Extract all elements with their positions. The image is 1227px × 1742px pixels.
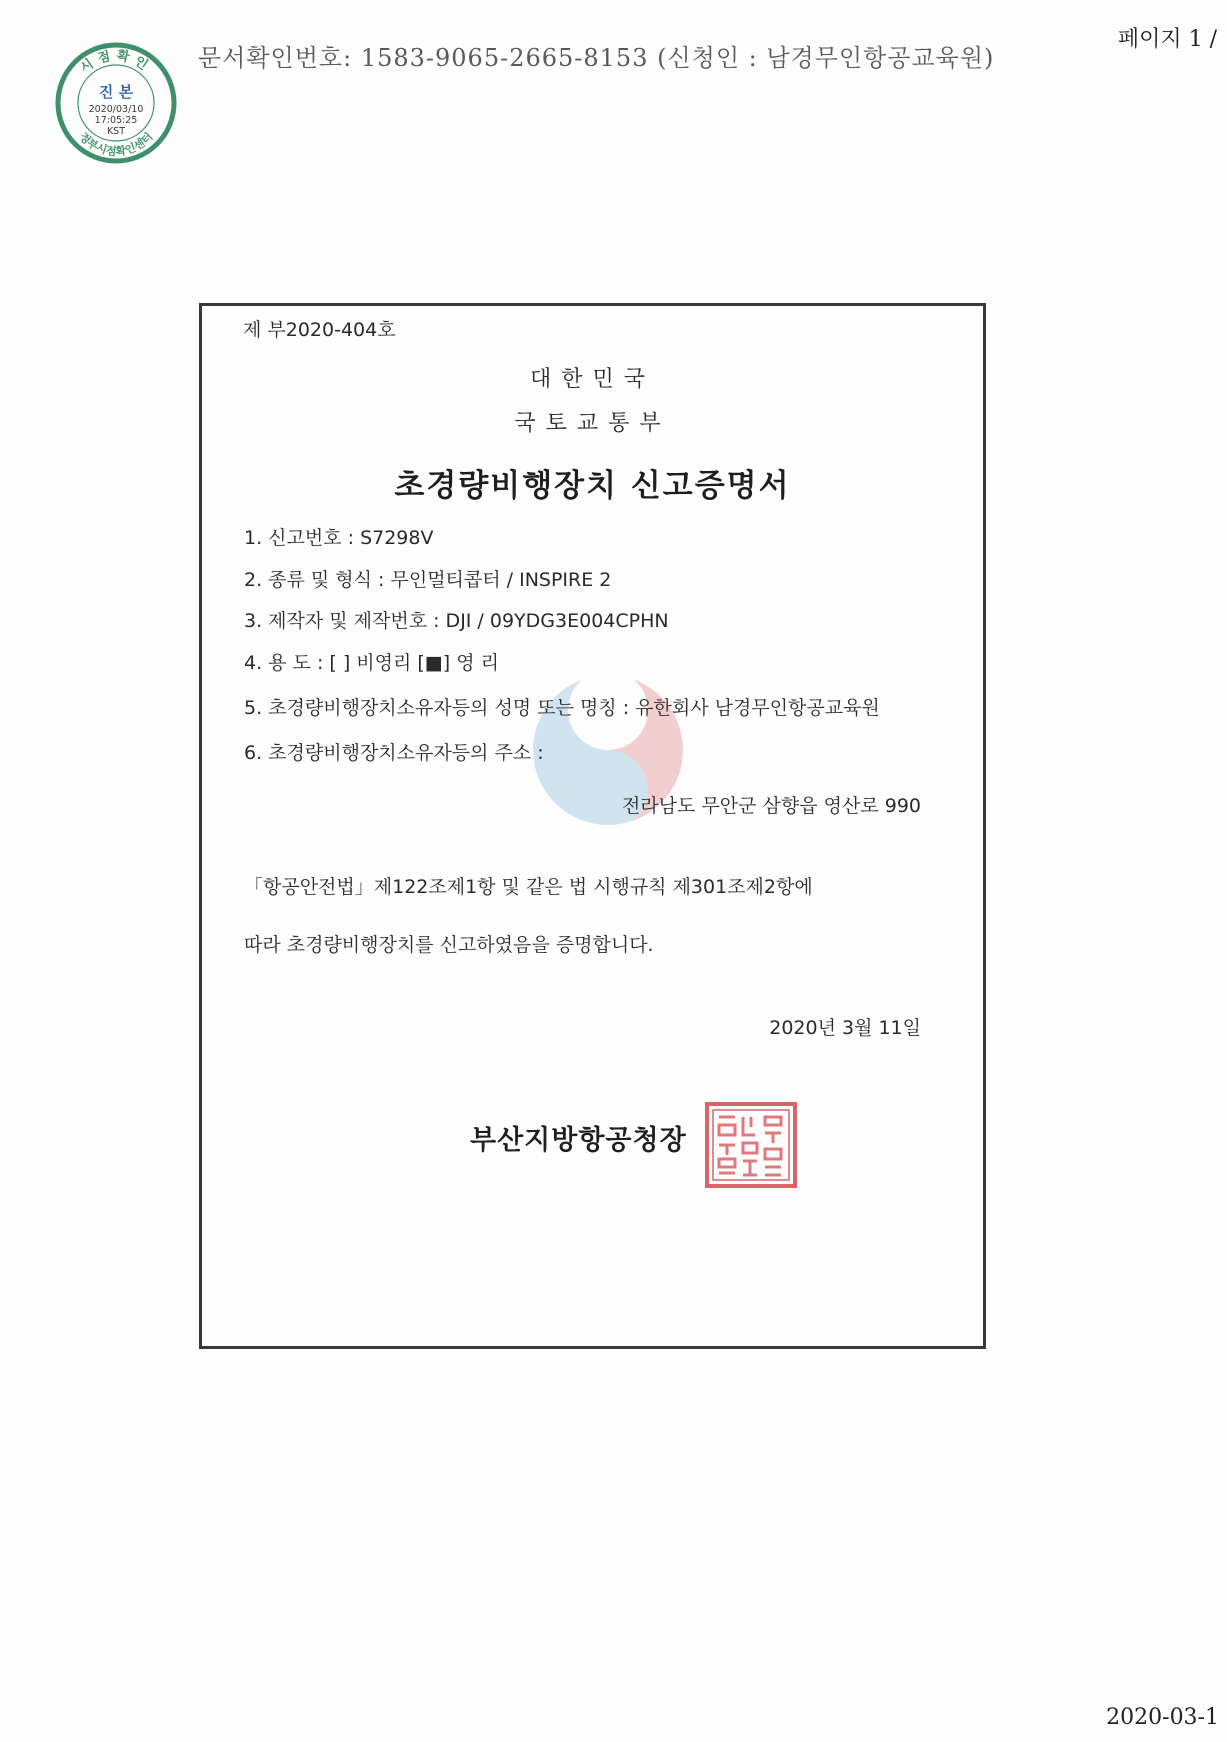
item-purpose: 4. 용 도 : [ ] 비영리 [■] 영 리 <box>244 652 499 674</box>
seal-top-text: 시점확인 <box>77 48 155 77</box>
issuing-authority: 부산지방항공청장 <box>470 1125 687 1156</box>
legal-basis-line-2: 따라 초경량비행장치를 신고하였음을 증명합니다. <box>244 934 654 956</box>
print-date: 2020-03-1 <box>1106 1705 1219 1730</box>
country-name: 대한민국 <box>529 367 655 392</box>
ministry-name: 국토교통부 <box>514 411 671 436</box>
seal-zone: KST <box>106 126 126 137</box>
issue-date: 2020년 3월 11일 <box>769 1017 921 1039</box>
official-seal-stamp <box>704 1101 798 1189</box>
page-number: 페이지 1 / <box>1117 27 1217 52</box>
document-title: 초경량비행장치 신고증명서 <box>394 468 791 504</box>
item-registration-number: 1. 신고번호 : S7298V <box>244 527 434 549</box>
item-type-model: 2. 종류 및 형식 : 무인멀티콥터 / INSPIRE 2 <box>244 569 612 591</box>
document-verification-number: 문서확인번호: 1583-9065-2665-8153 (신청인 : 남경무인항공교육원) <box>198 44 995 72</box>
item-manufacturer-serial: 3. 제작자 및 제작번호 : DJI / 09YDG3E004CPHN <box>244 610 669 632</box>
item-owner-address-label: 6. 초경량비행장치소유자등의 주소 : <box>244 742 544 764</box>
timestamp-verification-seal <box>55 42 177 164</box>
legal-basis-line-1: 「항공안전법」제122조제1항 및 같은 법 시행규칙 제301조제2항에 <box>244 876 813 898</box>
item-owner-name: 5. 초경량비행장치소유자등의 성명 또는 명칭 : 유한회사 남경무인항공교육원 <box>244 697 880 719</box>
seal-time: 17:05:25 <box>94 115 138 126</box>
seal-bottom-text: 정부시점확인센터 <box>76 130 156 159</box>
certificate-number: 제 부2020-404호 <box>243 319 396 341</box>
seal-date: 2020/03/10 <box>88 104 144 115</box>
owner-address: 전라남도 무안군 삼향읍 영산로 990 <box>621 795 921 817</box>
seal-main-text: 진 본 <box>98 83 134 101</box>
